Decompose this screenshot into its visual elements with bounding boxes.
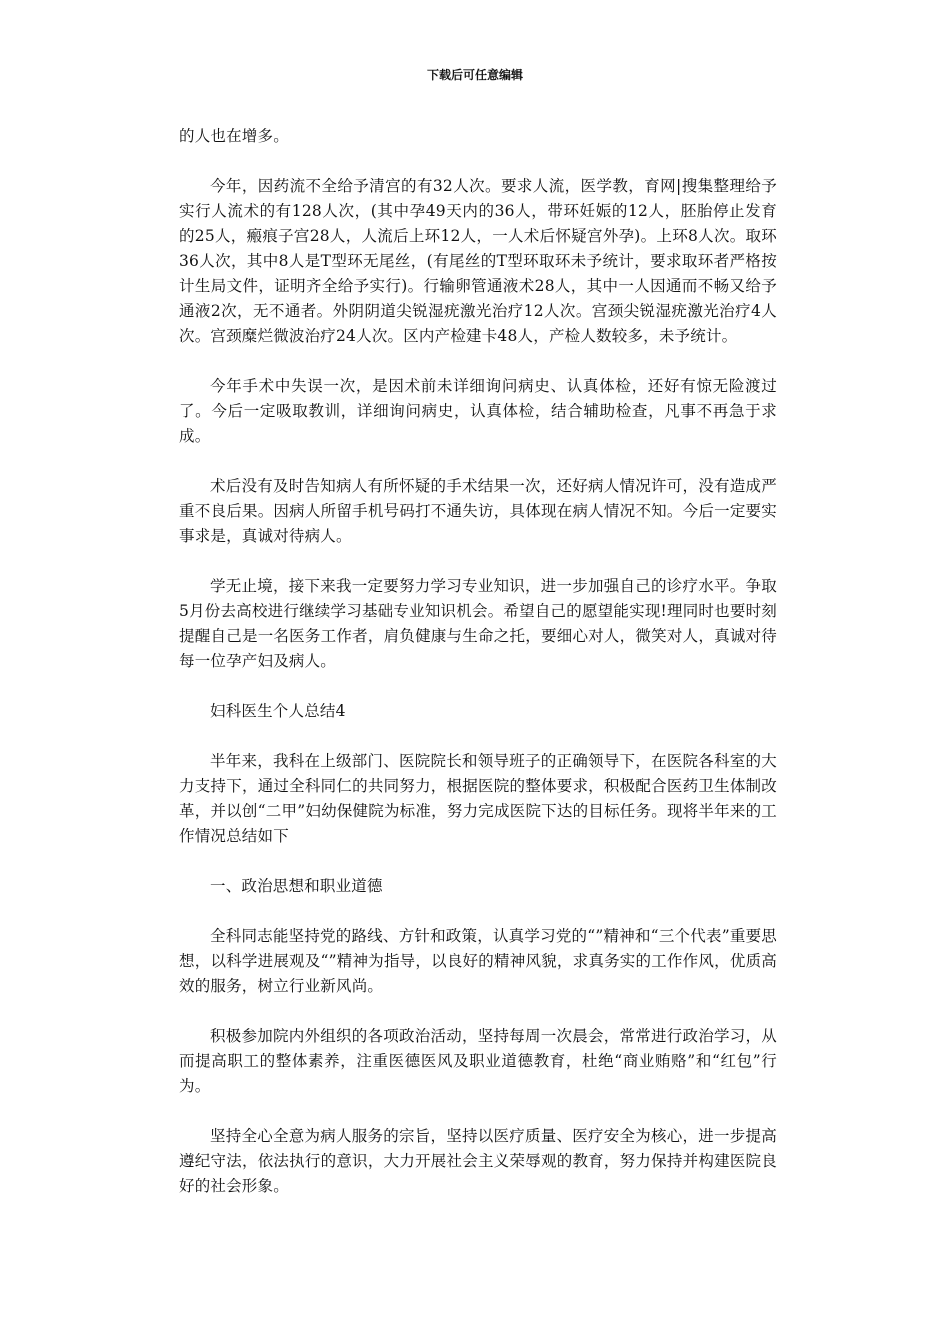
paragraph-party-line: 全科同志能坚持党的路线、方针和政策，认真学习党的“”精神和“三个代表”重要思想，以科学进展观及“”精神为指导，以良好的精神风貌，求真务实的工作作风，优质高效的服务，树立行业新风尚。 [179,927,777,995]
paragraph-half-year-intro: 半年来，我科在上级部门、医院院长和领导班子的正确领导下，在医院各科室的大力支持下，通过全科同仁的共同努力，根据医院的整体要求，积极配合医药卫生体制改革，并以创“二甲”妇幼保健院为标准，努力完成医院下达的目标任务。现将半年来的工作情况总结如下 [179,752,777,845]
paragraph-learning-plan: 学无止境，接下来我一定要努力学习专业知识，进一步加强自己的诊疗水平。争取5月份去高校进行继续学习基础专业知识机会。希望自己的愿望能实现!理同时也要时刻提醒自己是一名医务工作者，肩负健康与生命之托，要细心对人，微笑对人，真诚对待每一位孕产妇及病人。 [179,577,777,670]
document-body [179,124,777,1199]
section-heading-politics-ethics: 一、政治思想和职业道德 [210,877,383,895]
paragraph-surgery-statistics: 今年，因药流不全给予清宫的有32人次。要求人流，医学教，育网|搜集整理给予实行人流术的有128人次，(其中孕49天内的36人，带环妊娠的12人，胚胎停止发育的25人，瘢痕子宫28人，人流后上环12人，一人术后怀疑宫外孕)。上环8人次。取环36人次，其中8人是T型环无尾丝，(有尾丝的T型环取环未予统计，要求取环者严格按计生局文件，证明齐全给予实行)。行输卵管通液术28人，其中一人因通而不畅又给予通液2次，无不通者。外阴阴道尖锐湿疣激光治疗12人次。宫颈尖锐湿疣激光治疗4人次。宫颈糜烂微波治疗24人次。区内产检建卡48人，产检人数较多，未予统计。 [179,177,777,345]
paragraph-political-activities: 积极参加院内外组织的各项政治活动，坚持每周一次晨会，常常进行政治学习，从而提高职工的整体素养，注重医德医风及职业道德教育，杜绝“商业贿赂”和“红包”行为。 [179,1027,777,1095]
paragraph-followup-error: 术后没有及时告知病人有所怀疑的手术结果一次，还好病人情况许可，没有造成严重不良后果。因病人所留手机号码打不通失访，具体现在病人情况不知。今后一定要实事求是，真诚对待病人。 [179,477,777,545]
paragraph-surgery-error: 今年手术中失误一次，是因术前未详细询问病史、认真体检，还好有惊无险渡过了。今后一定吸取教训，详细询问病史，认真体检，结合辅助检查，凡事不再急于求成。 [179,377,777,445]
paragraph-patient-service: 坚持全心全意为病人服务的宗旨，坚持以医疗质量、医疗安全为核心，进一步提高遵纪守法，依法执行的意识，大力开展社会主义荣辱观的教育，努力保持并构建医院良好的社会形象。 [179,1127,777,1195]
section-title-summary-4: 妇科医生个人总结4 [210,702,346,720]
paragraph-continuation: 的人也在增多。 [179,127,289,145]
page-header: 下载后可任意编辑 [426,68,523,82]
